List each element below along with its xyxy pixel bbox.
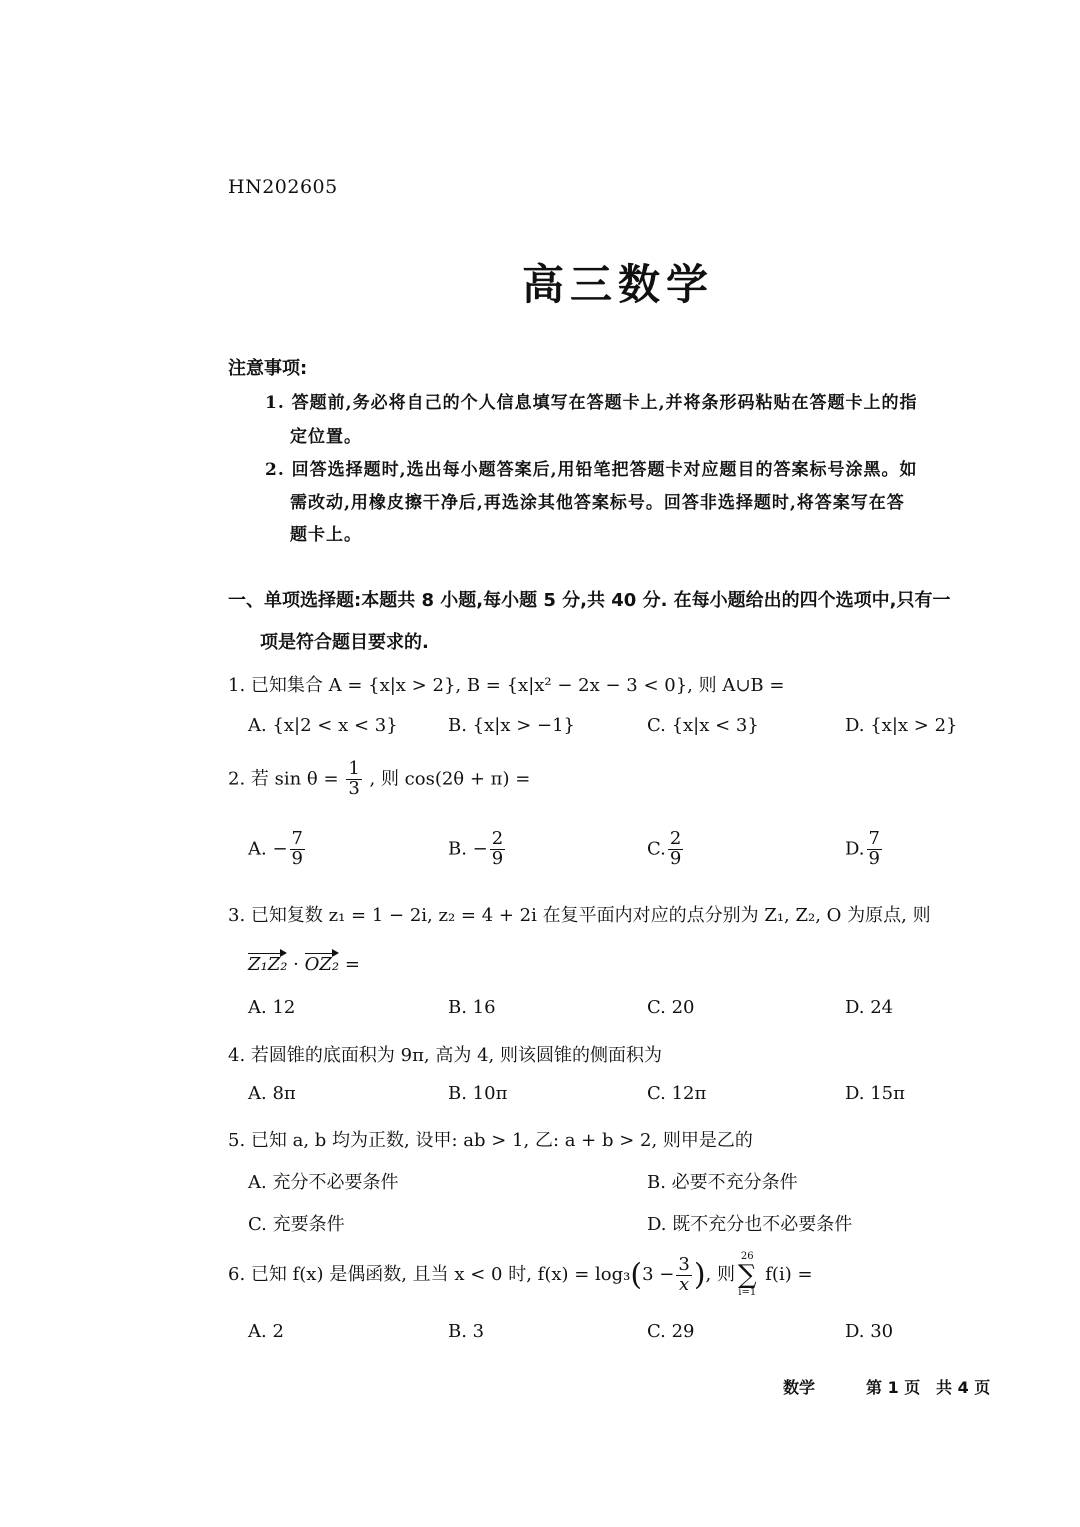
question-4-option-a: A. 8π bbox=[248, 1083, 296, 1104]
option-fraction bbox=[867, 830, 882, 869]
question-3-stem: 3. 已知复数 z₁ = 1 − 2i, z₂ = 4 + 2i 在复平面内对应的点分别为 Z₁, Z₂, O 为原点, 则 bbox=[228, 905, 931, 926]
question-2-option-c bbox=[647, 830, 685, 869]
question-6-option-d: D. 30 bbox=[845, 1321, 894, 1342]
summation bbox=[738, 1252, 757, 1298]
question-3-option-b: B. 16 bbox=[448, 997, 496, 1018]
fraction-denominator: 9 bbox=[291, 847, 303, 869]
question-5-option-d: D. 既不充分也不必要条件 bbox=[647, 1214, 853, 1235]
fraction-numerator: 1 bbox=[348, 758, 360, 779]
question-2-option-b bbox=[448, 830, 507, 869]
question-2-option-d bbox=[845, 830, 884, 869]
question-4-option-c: C. 12π bbox=[647, 1083, 707, 1104]
question-4-option-d: D. 15π bbox=[845, 1083, 905, 1104]
fraction-denominator: 9 bbox=[491, 847, 504, 869]
question-5-stem: 5. 已知 a, b 均为正数, 设甲: ab > 1, 乙: a + b > 2, 则甲是乙的 bbox=[228, 1130, 753, 1151]
dot-operator: · bbox=[287, 954, 305, 975]
fraction-numerator: 3 bbox=[678, 1253, 690, 1275]
question-3-option-d: D. 24 bbox=[845, 997, 894, 1018]
fraction-numerator: 2 bbox=[491, 828, 504, 849]
page-title: 高三数学 bbox=[522, 260, 715, 309]
question-6-stem bbox=[228, 1252, 813, 1298]
question-4-option-b: B. 10π bbox=[448, 1083, 508, 1104]
question-5-option-a: A. 充分不必要条件 bbox=[248, 1172, 399, 1193]
notice-item-2-line-2: 需改动,用橡皮擦干净后,再选涂其他答案标号。回答非选择题时,将答案写在答 bbox=[290, 493, 905, 513]
notice-item-2-line-3: 题卡上。 bbox=[290, 525, 362, 545]
question-1-option-a: A. {x|2 < x < 3} bbox=[248, 715, 398, 736]
fraction-numerator: 2 bbox=[669, 828, 682, 849]
notice-item-2-line-1: 2. 回答选择题时,选出每小题答案后,用铅笔把答题卡对应题目的答案标号涂黑。如 bbox=[265, 460, 918, 480]
footer-page-number: 第 1 页 bbox=[866, 1378, 921, 1397]
question-6-fraction bbox=[676, 1253, 691, 1295]
fraction-numerator: 7 bbox=[868, 828, 880, 849]
section-heading-line-2: 项是符合题目要求的. bbox=[260, 632, 429, 653]
question-5-option-c: C. 充要条件 bbox=[248, 1214, 345, 1235]
question-6-option-a: A. 2 bbox=[248, 1321, 284, 1342]
summation-term: f(i) = bbox=[759, 1264, 813, 1285]
question-1-option-d: D. {x|x > 2} bbox=[845, 715, 958, 736]
option-label: A. − bbox=[248, 838, 288, 860]
question-1-option-b: B. {x|x > −1} bbox=[448, 715, 576, 736]
question-2-fraction bbox=[346, 760, 361, 799]
option-fraction bbox=[290, 830, 305, 869]
option-label: B. − bbox=[448, 838, 488, 860]
question-2-option-a bbox=[248, 830, 307, 869]
question-6-mid: , 则 bbox=[705, 1264, 735, 1285]
vector-z1z2: Z₁Z₂ bbox=[248, 954, 288, 975]
summation-upper-limit: 26 bbox=[740, 1251, 754, 1262]
left-paren: ( bbox=[630, 1257, 643, 1293]
summation-symbol: ∑ bbox=[737, 1260, 757, 1290]
exam-code: HN202605 bbox=[228, 176, 338, 198]
fraction-numerator: 7 bbox=[291, 828, 303, 849]
option-label: C. bbox=[647, 838, 666, 860]
inner-prefix: 3 − bbox=[642, 1264, 675, 1285]
notice-heading: 注意事项: bbox=[228, 358, 308, 379]
question-5-option-b: B. 必要不充分条件 bbox=[647, 1172, 798, 1193]
vector-oz2: OZ₂ bbox=[304, 954, 340, 975]
question-2-stem bbox=[228, 760, 530, 799]
question-3-vector-expression bbox=[248, 952, 360, 975]
question-3-option-a: A. 12 bbox=[248, 997, 296, 1018]
notice-item-1-line-1: 1. 答题前,务必将自己的个人信息填写在答题卡上,并将条形码粘贴在答题卡上的指 bbox=[265, 393, 918, 413]
question-2-stem-suffix: , 则 cos(2θ + π) = bbox=[369, 768, 531, 790]
footer-subject: 数学 bbox=[783, 1378, 816, 1397]
question-3-option-c: C. 20 bbox=[647, 997, 695, 1018]
section-heading-line-1: 一、单项选择题:本题共 8 小题,每小题 5 分,共 40 分. 在每小题给出的四个选项中,只有一 bbox=[228, 590, 951, 611]
option-fraction bbox=[668, 830, 683, 869]
fraction-denominator: 3 bbox=[348, 777, 360, 799]
fraction-denominator: 9 bbox=[669, 847, 682, 869]
footer-total-pages: 共 4 页 bbox=[936, 1378, 991, 1397]
question-6-option-b: B. 3 bbox=[448, 1321, 485, 1342]
right-paren: ) bbox=[693, 1257, 706, 1293]
question-2-stem-prefix: 2. 若 sin θ = bbox=[228, 768, 339, 790]
fraction-denominator: 9 bbox=[868, 847, 880, 869]
option-fraction bbox=[490, 830, 505, 869]
question-6-stem-prefix: 6. 已知 f(x) 是偶函数, 且当 x < 0 时, f(x) = log₃ bbox=[228, 1264, 631, 1285]
equals-sign: = bbox=[339, 954, 360, 975]
question-1-stem: 1. 已知集合 A = {x|x > 2}, B = {x|x² − 2x − 3 < 0}, 则 A∪B = bbox=[228, 675, 785, 696]
question-1-option-c: C. {x|x < 3} bbox=[647, 715, 759, 736]
question-4-stem: 4. 若圆锥的底面积为 9π, 高为 4, 则该圆锥的侧面积为 bbox=[228, 1045, 662, 1066]
question-6-option-c: C. 29 bbox=[647, 1321, 695, 1342]
option-label: D. bbox=[845, 838, 865, 860]
summation-lower-limit: i=1 bbox=[738, 1287, 757, 1298]
notice-item-1-line-2: 定位置。 bbox=[290, 427, 362, 447]
fraction-denominator: x bbox=[679, 1273, 690, 1295]
